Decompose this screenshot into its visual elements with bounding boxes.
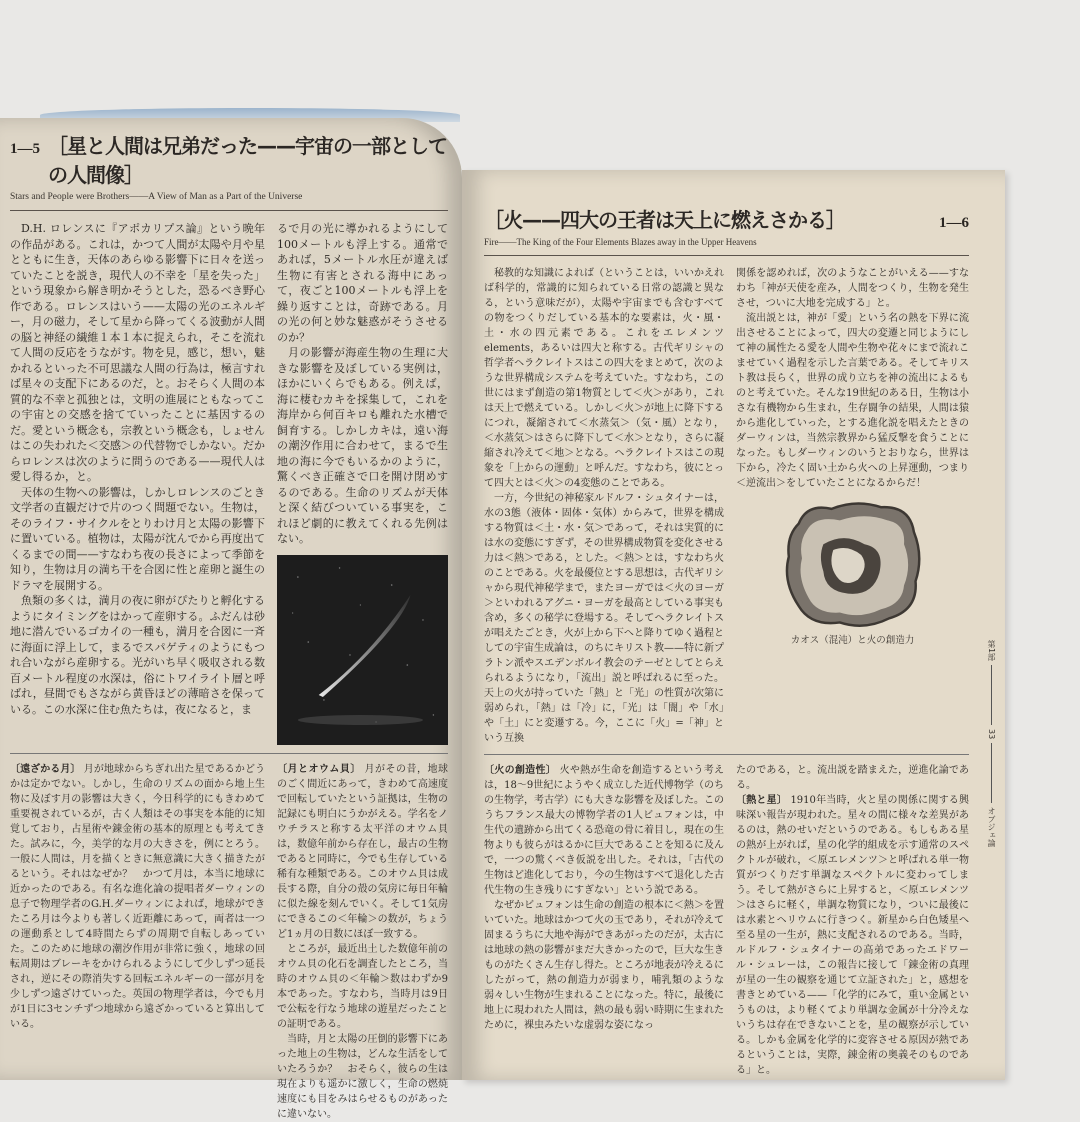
main-columns [484,266,969,746]
section-text: 1910年当時，火と星の関係に関する興味深い報告が現われた。星々の間に様々な差異があるのは，熱のせいだというのである。もしもある星の熱が上がれば，星の化学的組成を示す通常のスペクトルが破れ，＜原エレメンツ＞と呼ばれる単一物質がつくりだす単調なスペクトルに変わってしまう。そして熱がさらに上昇すると，＜原エレメンツ＞はさらに軽く，単調な物質になり，ついに最後には水素とヘリウムに行きつく。新星から白色矮星へ至る星の一生が，熱に支配されるのである。当時，ルドルフ・シュタイナーの高弟であったエドワール・シュレーは，この報告に接して「錬金術の真理が星の一生の観察を通じて立証された」と，感想を書きとめている——「化学的にみて，重い金属というものは，より軽くてより単調な金属が十分冷えないうちは存在できないことを，星の観察が示している。しかも金属を化学的に変容させる原因が熱であるということは，実際，錬金術の奥義そのものである」と。 [736,795,970,1076]
side-tab-divider [991,743,992,803]
paragraph: なぜかビュフォンは生命の創造の根本に＜熱＞を置いていた。地球はかつて火の玉であり，それが冷えて固まるうちに大地や海ができあがったのだが，太古には地球の熱の影響がまだ大きかったので，巨大な生きものがたくさん生存し得た。ところが地表が冷えるにしたがって，熱の創造力が弱まり，哺乳類のような弱々しい生物が生まれることになった。特に，最後に地上に現われた人間は，熱の最も弱い時期に生まれたために，裸虫みたいな虚弱な姿になっ [484,900,724,1031]
section-fire-creativity [484,763,724,1033]
page-header [10,130,448,211]
section-moon-receding [10,762,265,1032]
paragraph: 月の影響が海産生物の生理に大きな影響を及ぼしている実例は，ほかにいくらでもある。例えば，海に棲むカキを採集して，これを海岸から何百キロも離れた水槽で飼育する。しかしカキは，遠い海の潮汐作用に合わせて，まるで生地の海に今でもいるかのように，驚くべき正確さで口を開け閉めするのである。生命のリズムが天体と深く結びついている事実を，これほど劇的に教えてくれる先例はない。 [277,346,448,545]
page-number: 1—5 [10,141,40,157]
paragraph: るで月の光に導かれるようにして100メートルも浮上する。通常であれば，5メートル水圧が違えば生物に有害とされる海中にあって，夜ごと100メートルも浮上を繰り返すことは，奇跡である。月の光の何と妙な魅惑がそうさせるのか？ [277,222,448,344]
section-text: 月がその昔，地球のごく間近にあって，きわめて高速度で回転していたという証拠は，生物の記録にも明白にうかがえる。学名をノウチラスと称する太平洋のオウム貝は，数億年前から存在し，最古の生物であると同時に，今でも生存している稀有な種類である。このオウム貝は成長する際，自分の殻の気房に毎日年輪に似た線を刻んでいく。そして1気房にできるこの＜年輪＞の数が，ちょうど1ヵ月の日数にほぼ一致する。 [277,763,449,940]
main-columns [10,221,448,745]
comet-image [277,555,448,745]
comet-photo [277,555,448,745]
paragraph: たのである，と。流出説を踏まえた，逆進化論である。 [736,765,969,791]
page-header [484,204,969,256]
section-rule [484,754,969,755]
paragraph: D.H. ロレンスに『アポカリプス論』という晩年の作品がある。これは，かつて人間が太陽や月や星とともに生き，天体のあらゆる影響下に日々を送っていたことを説き，現代人の不幸を「星を失った」という現象から解き明かそうとした，恐るべき野心作である。ロレンスはいう——太陽の光のエネルギー，月の磁力，そして星から降ってくる波動が人間の脳と神経の繊維１本１本に捉えられ，そこを流れて人間の反応をうながす。物を見，感じ，想い，魅かれるといった不可思議な人間の行為は，極言すれば星々の支配下にあるのだ，と。おそらく人間の本質的な不幸と孤独とは，文明の進展にともなってこの宇宙との交感を捨てていったことに基因するのだ。愛という概念も，宗教という概念も，しょせんはこの失われた＜交感＞の代替物でしかない。だからロレンスは次のように問うのである——現代人は愛し得るか，と。 [10,222,265,483]
right-page [462,170,1005,1080]
section-text: 月が地球からちぎれ出た星であるかどうかは定かでない。しかし，生命のリズムの面から地上生物に及ぼす月の影響は大きく，今日科学的にもきわめて重要視されているが，古く人類はその事実を本能的に知覚しており，占星術や錬金術の基本的原理とも考えてきた。試みに，今，美学的な月の大きさを，例にとろう。一般に人間は，月を描くときに無意識に大きく描きたがるという。それはなぜか？ かつて月は，本当に地球に近かったのである。有名な進化論の提唱者ダーウィンの息子で物理学者のG.H.ダーウィンによれば，地球ができたころ月は今よりも著しく近距離にあって，両者は一つの運動系として4時間たらずの周期で自転しあっていた。このために地球の潮汐作用が非常に強く，地球の回転周期はブレーキをかけられるようにして少しずつ延長され，逆にその際消失する回転エネルギーの一部が月を少しずつ遠ざけていった。英国の物理学者は，今でも月が1日に3センチずつ地球から遠ざかっていると算出している。 [10,763,266,1030]
chaos-fire-illustration [778,499,928,629]
section-moon-nautilus [277,762,448,1122]
paragraph: 秘教的な知識によれば（ということは，いいかえれば科学的，常識的に知られている日常の認識と異なる，という意味だが），太陽や宇宙までも含むすべての物をつくりだしている基本的な要素は，火・風・土・水の四元素である。これをエレメンツ elements，あるいは四大と称する。古代ギリシャの哲学者ヘラクレイトスはこの四大をまとめて，次のような世界構成システムを考えていた。すなわち，この世にはまず創造の第1物質として＜火＞があり，これは天上で燃えている。しかし＜火＞が地上に降下するにつれ，凝縮されて＜水蒸気＞（気・風）となり，＜水蒸気＞はさらに降下して＜水＞となり，さらに凝縮され冷えて＜地＞となる。ヘラクレイトスはこの現象を「上からの運動」と呼んだ。すなわち，彼にとって四大とは＜火＞の4変態のことである。 [484,268,724,489]
page-title: ［星と人間は兄弟だった——宇宙の一部としての人間像］ [48,134,447,187]
section-tag: 〔火の創造性〕 [484,765,557,776]
side-tab [986,640,997,847]
side-tab-divider [991,665,992,725]
column-1 [484,266,724,746]
paragraph: 流出説とは，神が「愛」という名の熱を下界に流出させることによって，四大の変遷と同じようにして神の属性たる愛を人間や生物や花々にまで流れこませていく過程を示した言葉である。そしてキリスト教は長らく，世界の成り立ちを神の流出によるものと考えていた。そんな19世紀のある日，生物は小さな有機物から生まれ，生存闘争の結果，人間は猿から進化していった，とする進化説を唱えたときのダーウィンは，当然宗教界から猛反撃を食うことになった。もしダーウィンのいうとおりなら，世界は下から，冷たく固い土から火への上昇運動，つまり＜逆流出＞をしていたことになるからだ！ [736,313,969,489]
column-1 [10,221,265,717]
paragraph: 一方，今世紀の神秘家ルドルフ・シュタイナーは，水の3態（液体・固体・気体）からみて，世界を構成する物質は＜土・水・気＞であって，それは実質的には水の変態にすぎず，その世界構成物質を変化させる力は＜熱＞である，とした。＜熱＞とは，すなわち火のことである。火を最優位とする思想は，古代ギリシャから現代神秘学まで，またヨーガでは＜火のヨーガ＞といわれるアグニ・ヨーガを最高としている事実も含め，多くの秘学に登場する。そしてヘラクレイトスが唱えたごとき，火が上から下へと降りてゆく過程としての宇宙生成論は，のちにキリスト教——特に新プラトン派やスエデンボルイ教会のテーゼとしてとらえられるようになり，「流出」説と呼ばれるに至った。天上の火が持っていた「熱」と「光」の性質が次第に弱められ，「熱」は「冷」に，「光」は「闇」や「水」や「土」にと変遷する。今，ここに「火」=「神」という互換 [484,493,724,744]
section-tag: 〔遠ざかる月〕 [10,763,81,775]
section-tag: 〔月とオウム貝〕 [277,763,361,775]
section-heat-stars [736,763,969,1078]
column-2 [277,221,448,745]
column-2 [736,266,969,648]
section-text: 火や熱が生命を創造するという考えは，18〜9世紀にようやく成立した近代博物学（のちの生物学，考古学）にも大きな影響を及ぼした。このうちフランス最大の博物学者の1人ビュフォンは，中生代の遺跡から出てくる恐竜の骨に着目し，現在の生物よりも彼らがはるかに巨大であることを知るに及んで，一つの驚くべき仮説を出した。それは，「古代の生物はど進化しており，今の生物はすべて退化した古代生物の生き残りにすぎない」という説である。 [484,765,725,896]
section-rule [10,753,448,754]
paragraph: 当時，月と太陽の圧倒的影響下にあった地上の生物は，どんな生活をしていたろうか？ おそらく，彼らの生は現在よりも遥かに激しく，生命の燃焼速度にも目をみはらせるものがあったに違いない。 [277,1033,448,1120]
side-tab-page: 33 [987,729,996,740]
page-subtitle-en: Stars and People were Brothers——A View of Man as a Part of the Universe [10,192,303,202]
page-number: 1—6 [939,215,969,231]
chaos-engraving-image [778,499,928,629]
page-title: ［火——四大の王者は天上に燃えさかる］ [484,208,845,232]
side-tab-part: 第1部 [987,640,996,662]
section-tag: 〔熱と星〕 [736,795,788,806]
paragraph: 関係を認めれば，次のようなことがいえる——すなわち「神が天使を産み，人間をつくり，生物を発生させ，ついに大地を完成する」と。 [736,268,969,309]
section-columns [10,762,448,1122]
left-page [0,118,462,1120]
paragraph: 魚類の多くは，満月の夜に卵がぴたりと孵化するようにタイミングをはかって産卵する。ふだんは砂地に潜んでいるゴカイの一種も，満月を合図に一斉に海面に浮上して，まるでスパゲティのようにもつれ合いながら産卵する。光がいち早く吸収される数百メートル程度の水深は，俗にトワイライト層と呼ばれ，昼間でもさながら黄昏ほどの薄暗さを保っている。この水深に住む魚たちは，夜になると，ま [10,594,265,716]
side-tab-chapter: オブジェ論 [987,807,996,848]
paragraph: 天体の生物への影響は，しかしロレンスのごとき文学者の直観だけで片のつく問題でない。生物は，そのライフ・サイクルをとりわけ月と太陽の影響下に置いている。植物は，太陽が沈んでから再度出てくるまでの間——すなわち夜の長さによって季節を知り，生物は月の満ち干を合図に性と産卵と誕生のドラマを展開する。 [10,485,265,592]
section-columns [484,763,969,1078]
paragraph: ところが，最近出土した数億年前のオウム貝の化石を調査したところ，当時のオウム貝の＜年輪＞数はわずか9本であった。すなわち，当時月は9日で公転を行なう地球の遊星だったことの証明である。 [277,943,448,1030]
figure-caption: カオス（混沌）と火の創造力 [790,635,915,646]
page-subtitle-en: Fire——The King of the Four Elements Blazes away in the Upper Heavens [484,237,757,247]
